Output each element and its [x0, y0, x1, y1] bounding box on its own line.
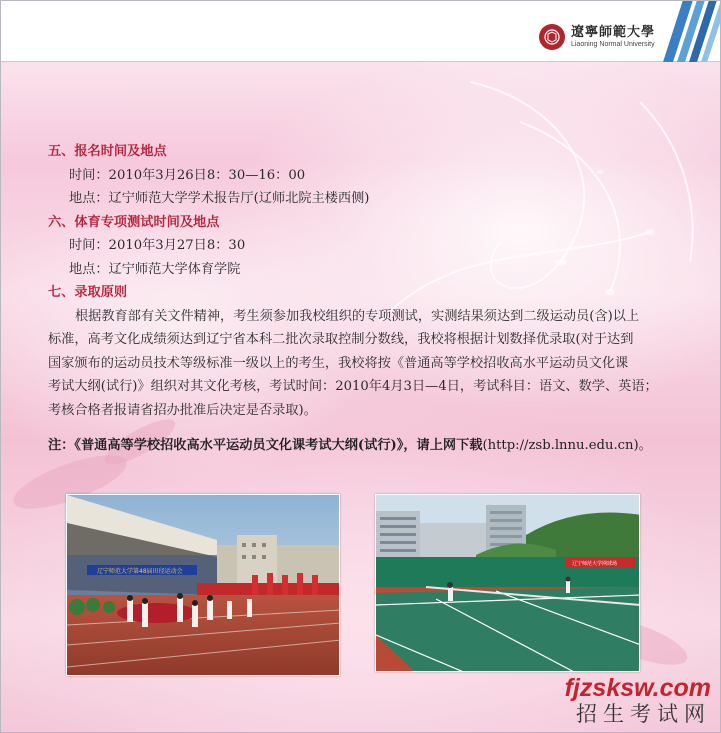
watermark-slogan: 招生考试网 — [576, 702, 711, 726]
note-text: 注：《普通高等学校招收高水平运动员文化课考试大纲(试行)》，请上网下载 — [48, 438, 483, 453]
logo-chinese-name: 遼寧師範大學 — [570, 25, 655, 40]
sports-test-time: 时间：2010年3月27日8：30 — [69, 238, 246, 253]
admission-line: 考试大纲(试行)》组织对其文化考核，考试时间：2010年4月3日—4日，考试科目：语文、数学、英语； — [48, 379, 658, 394]
stadium-banner-text: 辽宁师范大学第48届田径运动会 — [97, 568, 183, 575]
admission-line: 根据教育部有关文件精神，考生须参加我校组织的专项测试，实测结果须达到二级运动员(含)以上 — [75, 308, 640, 324]
sports-test-place: 地点：辽宁师范大学体育学院 — [69, 261, 241, 277]
site-watermark — [565, 675, 711, 727]
registration-time: 时间：2010年3月26日8：30—16：00 — [69, 167, 306, 183]
section-heading-registration: 五、报名时间及地点 — [48, 144, 167, 159]
note-url[interactable]: (http://zsb.lnnu.edu.cn)。 — [482, 438, 652, 453]
university-seal-icon — [539, 24, 565, 50]
admission-line: 国家颁布的运动员技术等级标准一级以上的考生，我校将按《普通高等学校招收高水平运动员文化课 — [48, 355, 629, 371]
section-heading-admission: 七、录取原则 — [48, 285, 128, 300]
download-note — [48, 434, 688, 458]
admission-line: 考核合格者报请省招办批准后决定是否录取)。 — [48, 402, 317, 418]
registration-place: 地点：辽宁师范大学学术报告厅(辽师北院主楼西侧) — [69, 191, 370, 206]
section-heading-sports-test: 六、体育专项测试时间及地点 — [48, 214, 220, 230]
logo-english-name: Liaoning Normal University — [570, 41, 655, 48]
court-banner-text: 辽宁师范大学网球场 — [572, 561, 618, 567]
corner-stripe-decoration — [663, 0, 721, 62]
watermark-domain: fjzsksw.com — [564, 674, 711, 702]
tennis-court-photo — [375, 494, 640, 672]
university-logo — [539, 22, 655, 52]
sports-meet-photo — [66, 494, 340, 676]
admission-line: 标准，高考文化成绩须达到辽宁省本科二批次录取控制分数线，我校将根据计划数择优录取(对于达到 — [48, 332, 634, 347]
header-bar — [0, 0, 721, 62]
main-text — [48, 140, 688, 458]
